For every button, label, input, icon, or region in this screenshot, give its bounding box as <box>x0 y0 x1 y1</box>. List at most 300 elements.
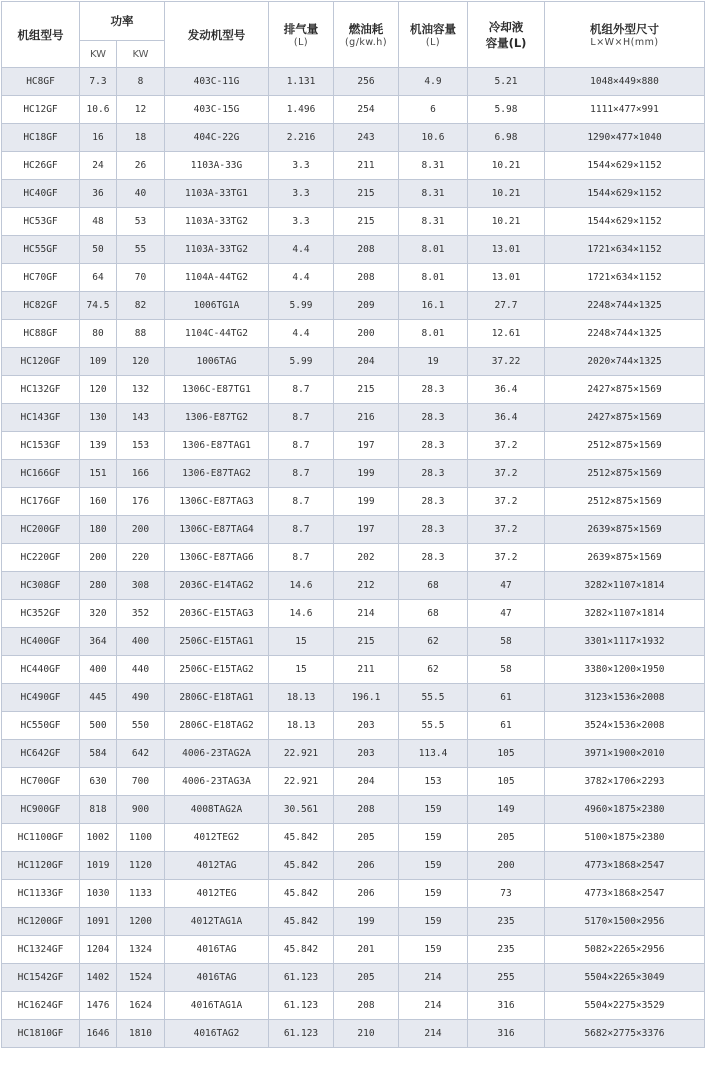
exhaust-cell: 45.842 <box>269 908 334 936</box>
exhaust-cell: 3.3 <box>269 180 334 208</box>
exhaust-cell: 1.496 <box>269 96 334 124</box>
power-kw2-cell: 88 <box>117 320 165 348</box>
generator-spec-table <box>1 1 705 1048</box>
exhaust-cell: 4.4 <box>269 320 334 348</box>
exhaust-cell: 15 <box>269 628 334 656</box>
engine-cell: 1306-E87TAG2 <box>165 460 269 488</box>
size-cell: 5082×2265×2956 <box>545 936 705 964</box>
oil-cell: 8.31 <box>399 180 468 208</box>
fuel-cell: 201 <box>334 936 399 964</box>
fuel-cell: 210 <box>334 1020 399 1048</box>
model-cell: HC1624GF <box>2 992 80 1020</box>
coolant-cell: 316 <box>468 992 545 1020</box>
table-row <box>2 684 705 712</box>
model-cell: HC132GF <box>2 376 80 404</box>
power-kw2-cell: 1200 <box>117 908 165 936</box>
size-cell: 5504×2265×3049 <box>545 964 705 992</box>
coolant-cell: 27.7 <box>468 292 545 320</box>
exhaust-cell: 15 <box>269 656 334 684</box>
power-kw1-cell: 500 <box>80 712 117 740</box>
power-kw2-cell: 176 <box>117 488 165 516</box>
power-kw1-cell: 320 <box>80 600 117 628</box>
model-cell: HC220GF <box>2 544 80 572</box>
power-kw1-cell: 16 <box>80 124 117 152</box>
power-kw2-cell: 18 <box>117 124 165 152</box>
power-kw2-cell: 143 <box>117 404 165 432</box>
power-kw1-cell: 1019 <box>80 852 117 880</box>
engine-cell: 4016TAG <box>165 964 269 992</box>
table-row <box>2 880 705 908</box>
engine-cell: 4008TAG2A <box>165 796 269 824</box>
coolant-cell: 10.21 <box>468 152 545 180</box>
size-cell: 2020×744×1325 <box>545 348 705 376</box>
header-kw-1: KW <box>80 41 117 68</box>
power-kw2-cell: 900 <box>117 796 165 824</box>
table-row <box>2 124 705 152</box>
model-cell: HC490GF <box>2 684 80 712</box>
fuel-cell: 206 <box>334 880 399 908</box>
fuel-cell: 204 <box>334 348 399 376</box>
power-kw2-cell: 1133 <box>117 880 165 908</box>
header-coolant-label-2: 容量(L) <box>485 35 527 50</box>
model-cell: HC900GF <box>2 796 80 824</box>
engine-cell: 1306C-E87TAG3 <box>165 488 269 516</box>
engine-cell: 4012TAG1A <box>165 908 269 936</box>
coolant-cell: 12.61 <box>468 320 545 348</box>
engine-cell: 404C-22G <box>165 124 269 152</box>
engine-cell: 4016TAG <box>165 936 269 964</box>
engine-cell: 2506C-E15TAG1 <box>165 628 269 656</box>
model-cell: HC700GF <box>2 768 80 796</box>
coolant-cell: 61 <box>468 712 545 740</box>
power-kw1-cell: 280 <box>80 572 117 600</box>
size-cell: 1048×449×880 <box>545 68 705 96</box>
model-cell: HC153GF <box>2 432 80 460</box>
engine-cell: 4016TAG2 <box>165 1020 269 1048</box>
table-row <box>2 292 705 320</box>
oil-cell: 28.3 <box>399 376 468 404</box>
power-kw1-cell: 151 <box>80 460 117 488</box>
coolant-cell: 47 <box>468 600 545 628</box>
engine-cell: 1306C-E87TG1 <box>165 376 269 404</box>
coolant-cell: 105 <box>468 768 545 796</box>
exhaust-cell: 8.7 <box>269 404 334 432</box>
table-row <box>2 404 705 432</box>
engine-cell: 4012TEG2 <box>165 824 269 852</box>
exhaust-cell: 4.4 <box>269 236 334 264</box>
oil-cell: 62 <box>399 628 468 656</box>
model-cell: HC642GF <box>2 740 80 768</box>
model-cell: HC18GF <box>2 124 80 152</box>
power-kw1-cell: 139 <box>80 432 117 460</box>
fuel-cell: 243 <box>334 124 399 152</box>
model-cell: HC1810GF <box>2 1020 80 1048</box>
header-fuel <box>334 2 399 68</box>
header-size <box>545 2 705 68</box>
size-cell: 1544×629×1152 <box>545 152 705 180</box>
oil-cell: 28.3 <box>399 516 468 544</box>
table-row <box>2 852 705 880</box>
header-fuel-unit: (g/kw.h) <box>344 37 388 48</box>
engine-cell: 403C-15G <box>165 96 269 124</box>
power-kw2-cell: 26 <box>117 152 165 180</box>
table-row <box>2 544 705 572</box>
engine-cell: 1306-E87TAG1 <box>165 432 269 460</box>
engine-cell: 2806C-E18TAG2 <box>165 712 269 740</box>
coolant-cell: 13.01 <box>468 264 545 292</box>
power-kw1-cell: 1402 <box>80 964 117 992</box>
power-kw1-cell: 200 <box>80 544 117 572</box>
header-oil-label: 机油容量 <box>410 22 456 36</box>
power-kw2-cell: 440 <box>117 656 165 684</box>
table-row <box>2 740 705 768</box>
coolant-cell: 10.21 <box>468 208 545 236</box>
table-row <box>2 320 705 348</box>
model-cell: HC176GF <box>2 488 80 516</box>
engine-cell: 1103A-33G <box>165 152 269 180</box>
fuel-cell: 205 <box>334 964 399 992</box>
fuel-cell: 214 <box>334 600 399 628</box>
table-row <box>2 460 705 488</box>
size-cell: 2427×875×1569 <box>545 376 705 404</box>
fuel-cell: 215 <box>334 180 399 208</box>
exhaust-cell: 14.6 <box>269 572 334 600</box>
coolant-cell: 58 <box>468 656 545 684</box>
engine-cell: 1103A-33TG2 <box>165 236 269 264</box>
model-cell: HC166GF <box>2 460 80 488</box>
fuel-cell: 196.1 <box>334 684 399 712</box>
power-kw1-cell: 160 <box>80 488 117 516</box>
exhaust-cell: 5.99 <box>269 348 334 376</box>
header-fuel-label: 燃油耗 <box>348 22 384 36</box>
exhaust-cell: 45.842 <box>269 880 334 908</box>
power-kw1-cell: 120 <box>80 376 117 404</box>
header-coolant-label: 冷却液 <box>488 19 524 34</box>
table-row <box>2 768 705 796</box>
power-kw2-cell: 200 <box>117 516 165 544</box>
power-kw2-cell: 550 <box>117 712 165 740</box>
size-cell: 2512×875×1569 <box>545 460 705 488</box>
table-row <box>2 236 705 264</box>
header-size-unit: L×W×H(mm) <box>590 37 659 48</box>
power-kw1-cell: 818 <box>80 796 117 824</box>
engine-cell: 1103A-33TG2 <box>165 208 269 236</box>
oil-cell: 55.5 <box>399 712 468 740</box>
model-cell: HC55GF <box>2 236 80 264</box>
coolant-cell: 37.2 <box>468 544 545 572</box>
exhaust-cell: 8.7 <box>269 376 334 404</box>
fuel-cell: 204 <box>334 768 399 796</box>
coolant-cell: 13.01 <box>468 236 545 264</box>
power-kw2-cell: 53 <box>117 208 165 236</box>
size-cell: 1721×634×1152 <box>545 264 705 292</box>
exhaust-cell: 45.842 <box>269 852 334 880</box>
fuel-cell: 215 <box>334 628 399 656</box>
exhaust-cell: 22.921 <box>269 740 334 768</box>
table-row <box>2 96 705 124</box>
power-kw2-cell: 642 <box>117 740 165 768</box>
table-row <box>2 432 705 460</box>
coolant-cell: 47 <box>468 572 545 600</box>
oil-cell: 10.6 <box>399 124 468 152</box>
oil-cell: 159 <box>399 852 468 880</box>
exhaust-cell: 8.7 <box>269 544 334 572</box>
fuel-cell: 209 <box>334 292 399 320</box>
model-cell: HC143GF <box>2 404 80 432</box>
exhaust-cell: 1.131 <box>269 68 334 96</box>
exhaust-cell: 8.7 <box>269 516 334 544</box>
size-cell: 2512×875×1569 <box>545 432 705 460</box>
coolant-cell: 73 <box>468 880 545 908</box>
fuel-cell: 199 <box>334 460 399 488</box>
size-cell: 2248×744×1325 <box>545 320 705 348</box>
power-kw1-cell: 1646 <box>80 1020 117 1048</box>
size-cell: 2639×875×1569 <box>545 544 705 572</box>
oil-cell: 28.3 <box>399 488 468 516</box>
size-cell: 5682×2775×3376 <box>545 1020 705 1048</box>
power-kw1-cell: 64 <box>80 264 117 292</box>
power-kw1-cell: 1204 <box>80 936 117 964</box>
model-cell: HC40GF <box>2 180 80 208</box>
size-cell: 2427×875×1569 <box>545 404 705 432</box>
power-kw2-cell: 220 <box>117 544 165 572</box>
table-row <box>2 908 705 936</box>
fuel-cell: 205 <box>334 824 399 852</box>
exhaust-cell: 22.921 <box>269 768 334 796</box>
oil-cell: 28.3 <box>399 544 468 572</box>
power-kw2-cell: 153 <box>117 432 165 460</box>
exhaust-cell: 8.7 <box>269 432 334 460</box>
model-cell: HC53GF <box>2 208 80 236</box>
coolant-cell: 61 <box>468 684 545 712</box>
table-row <box>2 600 705 628</box>
table-row <box>2 796 705 824</box>
oil-cell: 214 <box>399 1020 468 1048</box>
fuel-cell: 215 <box>334 376 399 404</box>
oil-cell: 6 <box>399 96 468 124</box>
table-row <box>2 376 705 404</box>
table-row <box>2 516 705 544</box>
power-kw2-cell: 308 <box>117 572 165 600</box>
oil-cell: 8.01 <box>399 236 468 264</box>
power-kw1-cell: 109 <box>80 348 117 376</box>
engine-cell: 4012TAG <box>165 852 269 880</box>
fuel-cell: 212 <box>334 572 399 600</box>
engine-cell: 1103A-33TG1 <box>165 180 269 208</box>
fuel-cell: 211 <box>334 152 399 180</box>
coolant-cell: 200 <box>468 852 545 880</box>
model-cell: HC1200GF <box>2 908 80 936</box>
power-kw2-cell: 1120 <box>117 852 165 880</box>
engine-cell: 1006TAG <box>165 348 269 376</box>
oil-cell: 68 <box>399 572 468 600</box>
fuel-cell: 254 <box>334 96 399 124</box>
oil-cell: 28.3 <box>399 460 468 488</box>
table-row <box>2 68 705 96</box>
engine-cell: 1306-E87TG2 <box>165 404 269 432</box>
exhaust-cell: 3.3 <box>269 152 334 180</box>
oil-cell: 214 <box>399 964 468 992</box>
coolant-cell: 5.98 <box>468 96 545 124</box>
table-row <box>2 712 705 740</box>
size-cell: 3524×1536×2008 <box>545 712 705 740</box>
table-row <box>2 992 705 1020</box>
header-oil <box>399 2 468 68</box>
size-cell: 4960×1875×2380 <box>545 796 705 824</box>
engine-cell: 403C-11G <box>165 68 269 96</box>
fuel-cell: 203 <box>334 712 399 740</box>
model-cell: HC82GF <box>2 292 80 320</box>
power-kw2-cell: 490 <box>117 684 165 712</box>
power-kw1-cell: 400 <box>80 656 117 684</box>
model-cell: HC1324GF <box>2 936 80 964</box>
oil-cell: 19 <box>399 348 468 376</box>
table-row <box>2 1020 705 1048</box>
coolant-cell: 316 <box>468 1020 545 1048</box>
size-cell: 3782×1706×2293 <box>545 768 705 796</box>
power-kw1-cell: 130 <box>80 404 117 432</box>
table-row <box>2 964 705 992</box>
exhaust-cell: 18.13 <box>269 712 334 740</box>
engine-cell: 2506C-E15TAG2 <box>165 656 269 684</box>
power-kw1-cell: 74.5 <box>80 292 117 320</box>
size-cell: 1544×629×1152 <box>545 180 705 208</box>
power-kw2-cell: 700 <box>117 768 165 796</box>
model-cell: HC12GF <box>2 96 80 124</box>
coolant-cell: 205 <box>468 824 545 852</box>
fuel-cell: 208 <box>334 796 399 824</box>
oil-cell: 8.01 <box>399 264 468 292</box>
fuel-cell: 215 <box>334 208 399 236</box>
exhaust-cell: 18.13 <box>269 684 334 712</box>
power-kw2-cell: 1524 <box>117 964 165 992</box>
coolant-cell: 37.2 <box>468 488 545 516</box>
engine-cell: 1104C-44TG2 <box>165 320 269 348</box>
coolant-cell: 255 <box>468 964 545 992</box>
header-engine: 发动机型号 <box>165 2 269 68</box>
engine-cell: 2806C-E18TAG1 <box>165 684 269 712</box>
fuel-cell: 206 <box>334 852 399 880</box>
fuel-cell: 197 <box>334 432 399 460</box>
power-kw2-cell: 55 <box>117 236 165 264</box>
power-kw1-cell: 48 <box>80 208 117 236</box>
header-kw-2: KW <box>117 41 165 68</box>
power-kw1-cell: 1476 <box>80 992 117 1020</box>
fuel-cell: 197 <box>334 516 399 544</box>
fuel-cell: 256 <box>334 68 399 96</box>
fuel-cell: 203 <box>334 740 399 768</box>
coolant-cell: 6.98 <box>468 124 545 152</box>
table-row <box>2 348 705 376</box>
model-cell: HC120GF <box>2 348 80 376</box>
fuel-cell: 208 <box>334 236 399 264</box>
power-kw1-cell: 180 <box>80 516 117 544</box>
exhaust-cell: 61.123 <box>269 1020 334 1048</box>
power-kw2-cell: 70 <box>117 264 165 292</box>
power-kw2-cell: 166 <box>117 460 165 488</box>
oil-cell: 4.9 <box>399 68 468 96</box>
exhaust-cell: 3.3 <box>269 208 334 236</box>
coolant-cell: 58 <box>468 628 545 656</box>
power-kw2-cell: 120 <box>117 348 165 376</box>
header-model: 机组型号 <box>2 2 80 68</box>
model-cell: HC352GF <box>2 600 80 628</box>
size-cell: 3123×1536×2008 <box>545 684 705 712</box>
exhaust-cell: 30.561 <box>269 796 334 824</box>
power-kw1-cell: 630 <box>80 768 117 796</box>
exhaust-cell: 4.4 <box>269 264 334 292</box>
table-body <box>2 68 705 1048</box>
coolant-cell: 149 <box>468 796 545 824</box>
power-kw1-cell: 1091 <box>80 908 117 936</box>
power-kw1-cell: 364 <box>80 628 117 656</box>
oil-cell: 8.31 <box>399 208 468 236</box>
size-cell: 4773×1868×2547 <box>545 880 705 908</box>
engine-cell: 4012TEG <box>165 880 269 908</box>
model-cell: HC1120GF <box>2 852 80 880</box>
power-kw1-cell: 80 <box>80 320 117 348</box>
power-kw1-cell: 50 <box>80 236 117 264</box>
model-cell: HC8GF <box>2 68 80 96</box>
size-cell: 1544×629×1152 <box>545 208 705 236</box>
model-cell: HC200GF <box>2 516 80 544</box>
engine-cell: 4006-23TAG2A <box>165 740 269 768</box>
size-cell: 1721×634×1152 <box>545 236 705 264</box>
exhaust-cell: 61.123 <box>269 992 334 1020</box>
size-cell: 5504×2275×3529 <box>545 992 705 1020</box>
size-cell: 3971×1900×2010 <box>545 740 705 768</box>
engine-cell: 4016TAG1A <box>165 992 269 1020</box>
oil-cell: 159 <box>399 796 468 824</box>
power-kw2-cell: 12 <box>117 96 165 124</box>
table-row <box>2 488 705 516</box>
size-cell: 2639×875×1569 <box>545 516 705 544</box>
oil-cell: 8.01 <box>399 320 468 348</box>
oil-cell: 159 <box>399 936 468 964</box>
table-row <box>2 180 705 208</box>
power-kw1-cell: 24 <box>80 152 117 180</box>
coolant-cell: 37.2 <box>468 516 545 544</box>
coolant-cell: 36.4 <box>468 376 545 404</box>
model-cell: HC400GF <box>2 628 80 656</box>
exhaust-cell: 61.123 <box>269 964 334 992</box>
fuel-cell: 208 <box>334 264 399 292</box>
power-kw2-cell: 40 <box>117 180 165 208</box>
model-cell: HC440GF <box>2 656 80 684</box>
table-row <box>2 824 705 852</box>
size-cell: 3282×1107×1814 <box>545 572 705 600</box>
power-kw1-cell: 1030 <box>80 880 117 908</box>
oil-cell: 8.31 <box>399 152 468 180</box>
coolant-cell: 37.2 <box>468 432 545 460</box>
power-kw2-cell: 352 <box>117 600 165 628</box>
header-coolant <box>468 2 545 68</box>
size-cell: 3282×1107×1814 <box>545 600 705 628</box>
coolant-cell: 10.21 <box>468 180 545 208</box>
model-cell: HC308GF <box>2 572 80 600</box>
oil-cell: 153 <box>399 768 468 796</box>
model-cell: HC1100GF <box>2 824 80 852</box>
power-kw1-cell: 584 <box>80 740 117 768</box>
model-cell: HC88GF <box>2 320 80 348</box>
size-cell: 3301×1117×1932 <box>545 628 705 656</box>
size-cell: 2248×744×1325 <box>545 292 705 320</box>
coolant-cell: 5.21 <box>468 68 545 96</box>
model-cell: HC550GF <box>2 712 80 740</box>
header-power: 功率 <box>80 2 165 41</box>
table-row <box>2 152 705 180</box>
size-cell: 2512×875×1569 <box>545 488 705 516</box>
